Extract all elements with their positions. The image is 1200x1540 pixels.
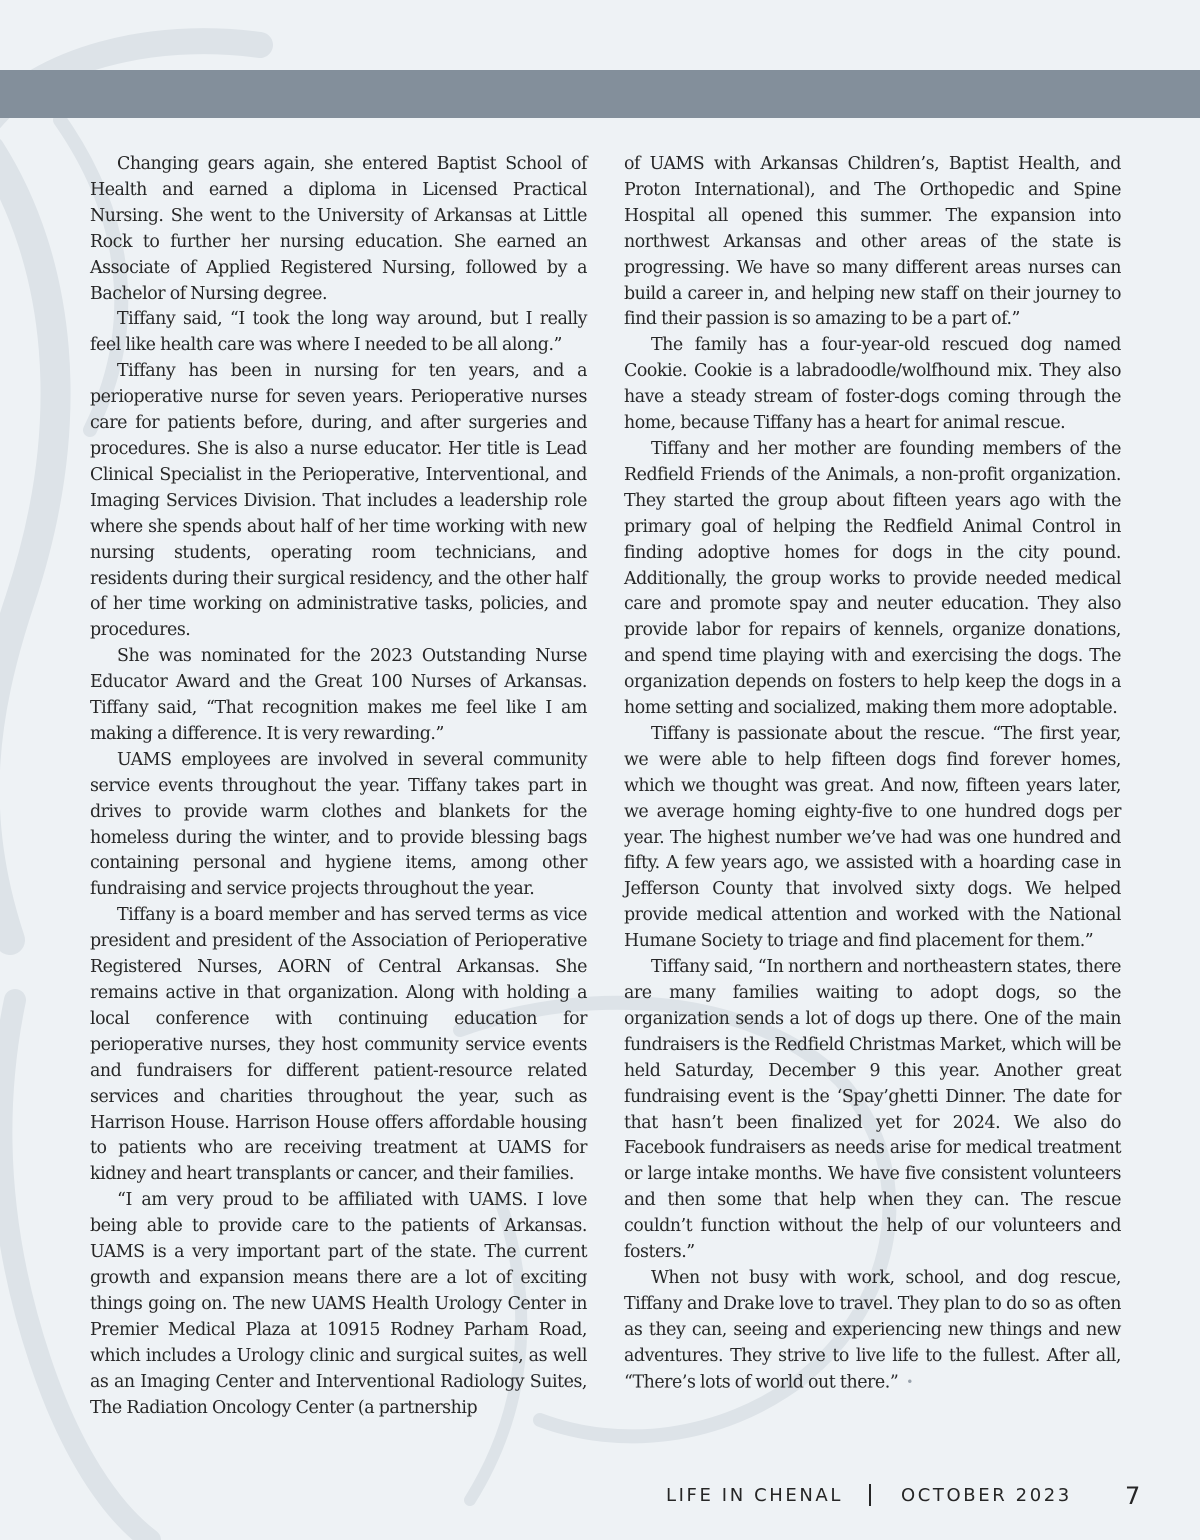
paragraph: Tiffany said, “In northern and northeastern states, there are many families waiting to adopt dogs, so the organization sends a lot of dogs up there. One of the main fundraisers is the Redfield Christmas Market, which will be held Saturday, December 9 this year. Another great fundraising event is the ‘Spay’ghetti Dinner. The date for that hasn’t been finalized yet for 2024. We also do Facebook fundraisers as needs arise for medical treatment or large intake months. We have five consistent volunteers and then some that help when they can. The rescue couldn’t function without the help of our volunteers and fosters.” [624,957,1121,1263]
paragraph: Tiffany said, “I took the long way around, but I really feel like health care was where I needed to be all along.” [90,309,587,356]
paragraph: Tiffany and her mother are founding members of the Redfield Friends of the Animals, a non-profit organization. They started the group about fifteen years ago with the primary goal of helping the Redfield Animal Control in finding adoptive homes for dogs in the city pound. Additionally, the group works to provide needed medical care and promote spay and neuter education. They also provide labor for repairs of kennels, organize donations, and spend time playing with and exercising the dogs. The organization depends on fosters to help keep the dogs in a home setting and socialized, making them more adoptable. [624,438,1121,719]
page-footer [0,1482,1200,1512]
paragraph: “I am very proud to be affiliated with UAMS. I love being able to provide care to the patients of Arkansas. UAMS is a very important part of the state. The current growth and expansion means there are a lot of exciting things going on. The new UAMS Health Urology Center in Premier Medical Plaza at 10915 Rodney Parham Road, which includes a Urology clinic and surgical suites, as well as an Imaging Center and Interventional Radiology Suites, The Radiation Oncology Center (a partnership [90,1190,587,1418]
end-of-article-mark: • [906,1374,913,1389]
page-number: 7 [1125,1482,1141,1510]
paragraph-final-text: When not busy with work, school, and dog rescue, Tiffany and Drake love to travel. They plan to do so as often as they can, seeing and experiencing new things and new adventures. They strive to live life to the fullest. After all, “There’s lots of world out there.” [624,1267,1121,1393]
publication-name: LIFE IN CHENAL [666,1485,843,1506]
paragraph: UAMS employees are involved in several community service events throughout the year. Tiffany takes part in drives to provide warm clothes and blankets for the homeless during the winter, and to provide blessing bags containing personal and hygiene items, among other fundraising and service projects throughout the year. [90,749,587,900]
header-band [0,70,1200,118]
paragraph: She was nominated for the 2023 Outstanding Nurse Educator Award and the Great 100 Nurses of Arkansas. Tiffany said, “That recognition makes me feel like I am making a difference. It is very rewarding.” [90,646,587,744]
paragraph: Tiffany has been in nursing for ten years, and a perioperative nurse for seven years. Perioperative nurses care for patients before, during, and after surgeries and procedures. She is also a nurse educator. Her title is Lead Clinical Specialist in the Perioperative, Interventional, and Imaging Services Division. That includes a leadership role where she spends about half of her time working with new nursing students, operating room technicians, and residents during their surgical residency, and the other half of her time working on administrative tasks, policies, and procedures. [90,361,587,641]
article-column-left [90,152,587,1421]
paragraph: The family has a four-year-old rescued dog named Cookie. Cookie is a labradoodle/wolfhound mix. They also have a steady stream of foster-dogs coming through the home, because Tiffany has a heart for animal rescue. [624,335,1121,434]
issue-date: OCTOBER 2023 [901,1485,1072,1506]
paragraph: Tiffany is a board member and has served terms as vice president and president of the Association of Perioperative Registered Nurses, AORN of Central Arkansas. She remains active in that organization. Along with holding a local conference with continuing education for perioperative nurses, they host community service events and fundraisers for different patient-resource related services and charities throughout the year, such as Harrison House. Harrison House offers affordable housing to patients who are receiving treatment at UAMS for kidney and heart transplants or cancer, and their families. [90,905,587,1185]
paragraph: Tiffany is passionate about the rescue. “The first year, we were able to help fifteen dogs find forever homes, which we thought was great. And now, fifteen years later, we average homing eighty-five to one hundred dogs per year. The highest number we’ve had was one hundred and fifty. A few years ago, we assisted with a hoarding case in Jefferson County that involved sixty dogs. We helped provide medical attention and worked with the National Humane Society to triage and find placement for them.” [624,723,1121,952]
footer-separator [869,1484,871,1506]
paragraph-final [624,1266,1121,1396]
paragraph: Changing gears again, she entered Baptist School of Health and earned a diploma in Licensed Practical Nursing. She went to the University of Arkansas at Little Rock to further her nursing education. She earned an Associate of Applied Registered Nursing, followed by a Bachelor of Nursing degree. [90,154,587,304]
paragraph-continued: of UAMS with Arkansas Children’s, Baptist Health, and Proton International), and The Orthopedic and Spine Hospital all opened this summer. The expansion into northwest Arkansas and other areas of the state is progressing. We have so many different areas nurses can build a career in, and helping new staff on their journey to find their passion is so amazing to be a part of.” [624,154,1121,330]
article-column-right [624,152,1121,1396]
